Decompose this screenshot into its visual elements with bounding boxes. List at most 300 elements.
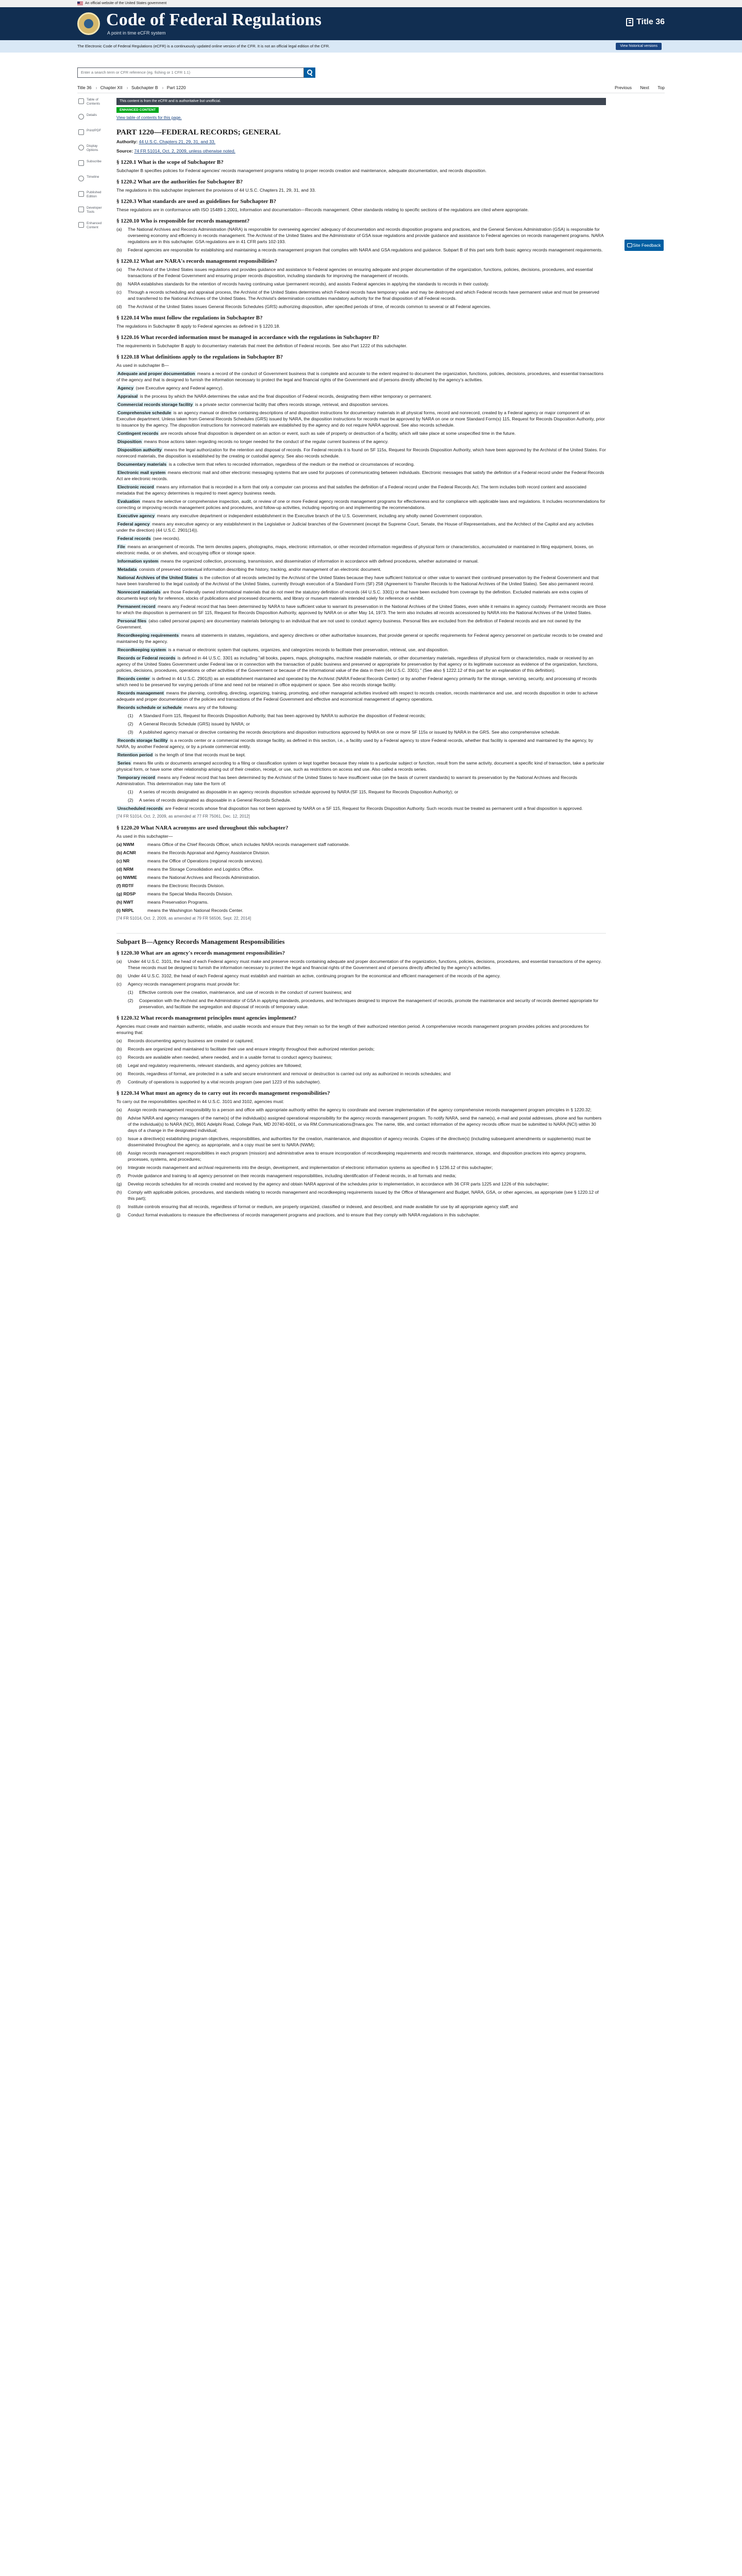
- paragraph-text: Records, regardless of format, are protected in a safe and secure environment and removal or destruction is carried out only as authorized in records schedules; and: [128, 1071, 451, 1076]
- definition-term: National Archives of the United States: [117, 575, 198, 580]
- acronym-text: means Office of the Chief Records Officer, which includes NARA records management staff nationwide.: [147, 842, 350, 847]
- paragraph-label: (2): [128, 721, 133, 726]
- acronym-text: means the Washington National Records Center.: [147, 908, 243, 913]
- sidebar-item-label: Display Options: [87, 144, 98, 152]
- sidebar-item-label: Developer Tools: [87, 206, 102, 214]
- definition-text: means file units or documents arranged according to a filing or classification system or kept together because they relate to a particular subject or function, result from the same activity, document a specific kind of transaction, take a particular physical form, or have some other relationship arising out of their creation, receipt, or use, such as restrictions on access and use. Also called a records series.: [116, 760, 604, 772]
- paragraph-text: Effective controls over the creation, maintenance, and use of records in the conduct of current business; and: [139, 990, 351, 995]
- definition-term: Records or Federal records: [117, 655, 176, 660]
- definition: [116, 498, 606, 511]
- section-heading[interactable]: § 1220.32 What records management principles must agencies implement?: [116, 1015, 297, 1021]
- breadcrumb-title[interactable]: Title 36: [77, 85, 92, 90]
- definition-text: means any Federal record that has been determined by NARA to have sufficient value to warrant its preservation in the National Archives of the United States, even while it remains in agency custody. Permanent records are those for which the disposition is permanent on SF 115, Request for Records Disposition Authority, approved by NARA on or after May 14, 1973. The term also includes all records accessioned by NARA into the National Archives of the United States.: [116, 604, 606, 615]
- paragraph-text: Federal agencies are responsible for establishing and maintaining a records management program that complies with NARA and GSA regulations and guidance. Subpart B of this part sets forth basic agency records management requirements.: [128, 247, 603, 252]
- paragraph-label: (a): [116, 959, 122, 964]
- definition-text: (also called personal papers) are documentary materials belonging to an individual that are not used to conduct agency business. Personal files are excluded from the definition of Federal records and are not owned by the Government.: [116, 618, 581, 630]
- section-heading[interactable]: § 1220.3 What standards are used as guidelines for Subchapter B?: [116, 198, 276, 205]
- paragraph-text: The Archivist of the United States issues regulations and provides guidance and assistance to Federal agencies on ensuring adequate and proper documentation of the organization, functions, policies, decisions, procedures, and essential transactions of the Federal Government and ensuring proper records disposition, including standards for improving the management of records.: [128, 267, 593, 278]
- definition-term: Information system: [117, 558, 159, 564]
- acronym-label: (a) NWM: [116, 842, 134, 847]
- chevron-right-icon: ›: [162, 85, 164, 90]
- definition-term: File: [117, 544, 125, 549]
- site-title[interactable]: Code of Federal Regulations: [106, 10, 322, 29]
- paragraph-text: Cooperation with the Archivist and the Administrator of GSA in applying standards, procedures, and techniques designed to improve the management of records, promote the maintenance and security of records deemed appropriate for preservation, and facilitate the segregation and disposal of records of temporary value.: [139, 998, 599, 1009]
- definition-term: Federal agency: [117, 521, 150, 527]
- section-text: The requirements in Subchapter B apply to documentary materials that meet the definition of Federal records. See also Part 1222 of this subchapter.: [116, 343, 408, 348]
- section-intro: As used in this subchapter—: [116, 834, 173, 839]
- definition-term: Nonrecord materials: [117, 589, 161, 595]
- paragraph-label: (b): [116, 973, 122, 978]
- sidebar-item-label: Enhanced Content: [87, 222, 102, 229]
- acronym-text: means the Records Appraisal and Agency Assistance Division.: [147, 850, 270, 855]
- acronym-row: [116, 874, 606, 880]
- breadcrumb: [77, 83, 665, 92]
- definition-text: consists of preserved contextual information describing the history, tracking, and/or management of an electronic document.: [139, 567, 381, 572]
- paragraph: [116, 1204, 606, 1210]
- acronym-label: (h) NWT: [116, 900, 133, 905]
- acronym-label: (c) NR: [116, 858, 130, 863]
- paragraph: [116, 281, 606, 287]
- paragraph: [116, 226, 606, 245]
- definition-term: Executive agency: [117, 513, 155, 518]
- sidebar-item-timeline[interactable]: [77, 175, 109, 191]
- subpart-heading[interactable]: Subpart B—Agency Records Management Responsibilities: [116, 933, 606, 945]
- paragraph-label: (1): [128, 713, 133, 718]
- paragraph-label: (d): [116, 1150, 122, 1156]
- definition-term: Electronic record: [117, 484, 154, 489]
- definition: [116, 484, 606, 496]
- definition-text: is defined in 44 U.S.C. 2901(6) as an establishment maintained and operated by the Archivist (NARA Federal Records Center) or by another Federal agency primarily for the storage, servicing, security, and processing of records which need to be preserved for varying periods of time and need not be retained in office equipment or space. See also records storage facility.: [116, 676, 597, 687]
- definition-text: means any of the following:: [184, 705, 238, 710]
- definition-text: are those Federally owned informational materials that do not meet the statutory definition of records (44 U.S.C. 3301) or that have been excluded from coverage by the definition. Excluded materials are extra copies of documents kept only for reference, stocks of publications and processed documents, and library or museum materials intended solely for reference or exhibit.: [116, 589, 588, 601]
- paragraph-label: (i): [116, 1204, 121, 1209]
- paragraph: [116, 1136, 606, 1148]
- definition: [116, 737, 606, 750]
- paragraph: [116, 1107, 606, 1113]
- section-heading[interactable]: § 1220.30 What are an agency's records management responsibilities?: [116, 950, 285, 956]
- authority-citation[interactable]: 44 U.S.C. Chapters 21, 29, 31, and 33.: [139, 139, 216, 144]
- search-icon[interactable]: [304, 67, 315, 78]
- definition-term: Comprehensive schedule: [117, 410, 172, 415]
- paragraph: [116, 247, 606, 253]
- paragraph: [116, 958, 606, 971]
- sidebar-item-label: Details: [87, 113, 97, 117]
- section-heading[interactable]: § 1220.2 What are the authorities for Subchapter B?: [116, 179, 243, 185]
- page-nav: [608, 83, 665, 92]
- section-intro: As used in subchapter B—: [116, 363, 169, 368]
- paragraph: [116, 1038, 606, 1044]
- acronym-text: means the Office of Operations (regional records services).: [147, 858, 263, 863]
- sidebar-item-label: Timeline: [87, 175, 99, 179]
- previous-link[interactable]: Previous: [614, 85, 632, 90]
- definition: [116, 690, 606, 702]
- sidebar-item-label: Print/PDF: [87, 129, 102, 132]
- definition-text: means any executive agency or any establishment in the Legislative or Judicial branches of the Government (except the Supreme Court, Senate, the House of Representatives, and the Architect of the Capitol and any activities under the direction) (44 U.S.C. 2901(14)).: [116, 521, 594, 533]
- paragraph-label: (c): [116, 1055, 122, 1060]
- acronym-label: (b) ACNR: [116, 850, 136, 855]
- definition-term: Temporary record: [117, 775, 155, 780]
- info-icon: [78, 114, 84, 120]
- paragraph-label: (d): [116, 304, 122, 309]
- definition-term: Unscheduled records: [117, 806, 163, 811]
- paragraph: [116, 1115, 606, 1133]
- sidebar-item-print[interactable]: [77, 129, 109, 144]
- definition-term: Series: [117, 760, 131, 766]
- section: [116, 950, 606, 1010]
- sidebar-item-display-options[interactable]: [77, 144, 109, 160]
- paragraph-text: Institute controls ensuring that all records, regardless of format or medium, are properly organized, classified or indexed, and described, and made available for use by all appropriate agency staff; and: [128, 1204, 518, 1209]
- definition-text: is a private sector commercial facility that offers records storage, retrieval, and disposition services.: [195, 402, 389, 407]
- top-link[interactable]: Top: [657, 85, 665, 90]
- definition-text: means the selective or comprehensive inspection, audit, or review of one or more Federal agency records management programs for effectiveness and for compliance with applicable laws and regulations. It includes recommendations for correcting or improving records management policies and procedures, and follow-up activities, including reporting on and implementing the recommendations.: [116, 499, 605, 510]
- paragraph: [116, 1181, 606, 1187]
- sidebar-item-label: Subscribe: [87, 160, 102, 163]
- paragraph-label: (g): [116, 1181, 122, 1187]
- definition-text: means a record of the conduct of Government business that is complete and accurate to the extent required to document the organization, functions, policies, decisions, procedures, and essential transactions of the agency and that is designed to furnish the information necessary to protect the legal and financial rights of the Government and of persons directly affected by the agency's activities.: [116, 371, 604, 382]
- paragraph: [128, 997, 606, 1010]
- paragraph-text: A General Records Schedule (GRS) issued by NARA; or: [139, 721, 250, 726]
- section-heading[interactable]: § 1220.12 What are NARA's records management responsibilities?: [116, 258, 278, 264]
- definition: [116, 461, 606, 467]
- definition-text: are Federal records whose final disposition has not been approved by NARA on a SF 115, Request for Records Disposition Authority. Such records must be treated as permanent until a final disposition is approved.: [165, 806, 583, 811]
- section-heading[interactable]: § 1220.16 What recorded information must be managed in accordance with the regulations in Subchapter B?: [116, 334, 380, 341]
- definition: [116, 574, 606, 587]
- definition-term: Personal files: [117, 618, 146, 623]
- definition: [116, 752, 606, 758]
- document-content: [116, 98, 606, 1220]
- paragraph-text: Comply with applicable policies, procedures, and standards relating to records management and recordkeeping requirements issued by the Office of Management and Budget, NARA, GSA, or other agencies, as appropriate (see § 1220.12 of this part);: [128, 1190, 599, 1201]
- chevron-right-icon: ›: [126, 85, 128, 90]
- definition-term: Contingent records: [117, 431, 159, 436]
- definition-term: Permanent record: [117, 604, 156, 609]
- definition: [116, 401, 606, 408]
- section: [116, 334, 606, 349]
- source-label: Source:: [116, 148, 133, 154]
- acronym-row: [116, 858, 606, 864]
- paragraph: [116, 1062, 606, 1069]
- paragraph-text: Records are organized and maintained to facilitate their use and ensure integrity throughout their authorized retention periods;: [128, 1046, 375, 1052]
- definition: [116, 760, 606, 772]
- chevron-right-icon: ›: [95, 85, 97, 90]
- gov-banner-text: An official website of the United States government: [85, 2, 167, 5]
- paragraph-text: Assign records management responsibilities in each program (mission) and administrative area to ensure incorporation of recordkeeping requirements and records maintenance, storage, and disposition practices into agency programs, processes, systems, and procedures;: [128, 1150, 586, 1162]
- paragraph-label: (b): [116, 1046, 122, 1052]
- definition-term: Federal records: [117, 536, 151, 541]
- section-definitions: [116, 354, 606, 820]
- paragraph-text: Provide guidance and training to all agency personnel on their records management responsibilities, including identification of Federal records, in all formats and media;: [128, 1173, 457, 1178]
- paragraph-text: Advise NARA and agency managers of the name(s) of the individual(s) assigned operational responsibility for the agency records management program. To notify NARA, send the name(s), e-mail and postal addresses, phone and fax numbers of the individual(s) to NARA (NCI), 8601 Adelphi Road, College Park, MD 20740-6001, or via RM.Communications@nara.gov. The name, title, and contact information of the agency records officer must be submitted to NARA (NCI) within 30 days of a change in the designated individual;: [128, 1115, 602, 1133]
- definition-term: Retention period: [117, 752, 153, 757]
- definition: [116, 603, 606, 616]
- definition-term: Disposition: [117, 439, 142, 444]
- definition: [116, 535, 606, 541]
- acronym-label: (d) NRM: [116, 867, 133, 872]
- definition: [116, 655, 606, 673]
- paragraph-text: Conduct formal evaluations to measure the effectiveness of records management programs and practices, and to ensure that they comply with NARA regulations in this subchapter.: [128, 1212, 480, 1217]
- definition-text: is defined in 44 U.S.C. 3301 as including "all books, papers, maps, photographs, machine readable materials, or other documentary materials, regardless of physical form or characteristics, made or received by an agency of the United States Government under Federal law or in connection with the transaction of public business and preserved or appropriate for preservation by that agency or its legitimate successor as evidence of the organization, functions, policies, decisions, procedures, operations or other activities of the Government or because of the informational value of the data in them (44 U.S.C. 3301)." (See also § 1222.12 of this part for an explanation of this definition).: [116, 655, 598, 673]
- definition: [116, 385, 606, 391]
- sidebar: [77, 98, 109, 237]
- book-icon: [626, 18, 633, 26]
- paragraph-text: Assign records management responsibility to a person and office with appropriate authority within the agency to coordinate and oversee implementation of the agency comprehensive records management program principles in § 1220.32;: [128, 1107, 592, 1112]
- definition-term: Records storage facility: [117, 738, 168, 743]
- paragraph: [116, 1189, 606, 1201]
- notice-bar: [0, 40, 742, 53]
- section-heading[interactable]: § 1220.14 Who must follow the regulations in Subchapter B?: [116, 315, 263, 321]
- definition: [116, 513, 606, 519]
- definition-text: is a collective term that refers to recorded information, regardless of the medium or the method or circumstances of recording.: [168, 462, 415, 467]
- paragraph-label: (3): [128, 730, 133, 735]
- paragraph-text: Through a records scheduling and appraisal process, the Archivist of the United States determines which Federal records have temporary value and may be destroyed and which Federal records have permanent value and must be preserved and transferred to the National Archives of the United States. The Archivist's determination constitutes mandatory authority for the final disposition of all Federal records.: [128, 290, 599, 301]
- paragraph-text: Records documenting agency business are created or captured;: [128, 1038, 254, 1043]
- definition-text: is the process by which the NARA determines the value and the final disposition of Federal records, designating them either temporary or permanent.: [140, 394, 432, 399]
- definition-text: are records whose final disposition is dependent on an action or event, such as sale of property or destruction of a facility, which will take place at some unspecified time in the future.: [160, 431, 516, 436]
- sidebar-item-table-of-contents[interactable]: [77, 98, 109, 113]
- definition-term: Records center: [117, 676, 150, 681]
- acronym-row: [116, 907, 606, 913]
- bell-icon: [78, 160, 84, 166]
- paragraph-text: Under 44 U.S.C. 3102, the head of each Federal agency must establish and maintain an active, continuing program for the economical and efficient management of the records of the agency.: [128, 973, 501, 978]
- paragraph: [128, 797, 606, 803]
- print-icon: [78, 129, 84, 135]
- acronym-row: [116, 866, 606, 872]
- definition-text: is a manual or electronic system that captures, organizes, and categorizes records to facilitate their preservation, retrieval, use, and disposition.: [168, 647, 449, 652]
- book-icon: [78, 191, 84, 197]
- paragraph: [116, 1054, 606, 1060]
- sidebar-item-details[interactable]: [77, 113, 109, 129]
- section-citation: [74 FR 51014, Oct. 2, 2009, as amended at 77 FR 75061, Dec. 12, 2012]: [116, 814, 250, 819]
- definition: [116, 447, 606, 459]
- definition: [116, 589, 606, 601]
- site-feedback-button[interactable]: Site Feedback: [625, 240, 664, 251]
- paragraph-label: (a): [116, 1038, 122, 1043]
- paragraph-label: (j): [116, 1212, 121, 1217]
- definition: [116, 704, 606, 710]
- paragraph-label: (c): [116, 1136, 122, 1141]
- definition: [116, 566, 606, 572]
- paragraph-text: Records are available when needed, where needed, and in a usable format to conduct agency business;: [128, 1055, 333, 1060]
- definition-text: means the legal authorization for the retention and disposal of records. For Federal records it is found on SF 115s, Request for Records Disposition Authority, which have been approved by the Archivist of the United States. For nonrecord materials, the disposition is established by the creating or custodial agency. See also records schedule.: [116, 447, 606, 459]
- paragraph-label: (f): [116, 1079, 121, 1084]
- acronym-row: [116, 883, 606, 889]
- paragraph-text: A series of records designated as disposable in a General Records Schedule.: [139, 798, 291, 803]
- definition-term: Electronic mail system: [117, 470, 166, 475]
- section: [116, 1090, 606, 1218]
- us-flag-icon: [77, 2, 83, 5]
- part-title: PART 1220—FEDERAL RECORDS; GENERAL: [116, 128, 281, 137]
- enhanced-content-badge: ENHANCED CONTENT: [116, 107, 159, 113]
- section-heading[interactable]: § 1220.20 What NARA acronyms are used throughout this subchapter?: [116, 825, 289, 831]
- view-historical-button[interactable]: View historical versions: [616, 43, 662, 50]
- paragraph-text: Integrate records management and archival requirements into the design, development, and implementation of electronic information systems as specified in § 1236.12 of this subchapter;: [128, 1165, 493, 1170]
- paragraph-label: (c): [116, 290, 122, 295]
- definition-term: Commercial records storage facility: [117, 402, 193, 407]
- next-link[interactable]: Next: [640, 85, 649, 90]
- definition-text: means the planning, controlling, directing, organizing, training, promoting, and other managerial activities involved with respect to records creation, records maintenance and use, and records disposition in order to achieve adequate and proper documentation of the policies and transactions of the Federal Government and effective and economical management of agency operations.: [116, 690, 598, 702]
- ofr-seal-icon[interactable]: [77, 12, 100, 35]
- gov-banner: [0, 0, 742, 7]
- acronym-row: [116, 899, 606, 905]
- acronym-text: means Preservation Programs.: [147, 900, 209, 905]
- paragraph: [128, 721, 606, 727]
- sidebar-item-enhanced-content[interactable]: [77, 222, 109, 237]
- definition-term: Records management: [117, 690, 164, 696]
- sidebar-item-subscribe[interactable]: [77, 160, 109, 175]
- breadcrumb-part[interactable]: Part 1220: [166, 85, 186, 90]
- definition: [116, 393, 606, 399]
- definition: [116, 558, 606, 564]
- paragraph-label: (h): [116, 1190, 122, 1195]
- paragraph: [116, 1071, 606, 1077]
- acronym-row: [116, 841, 606, 848]
- acronym-label: (g) RDSP: [116, 891, 136, 896]
- site-subtitle: A point in time eCFR system: [107, 30, 166, 36]
- paragraph-text: Legal and regulatory requirements, relevant standards, and agency policies are followed;: [128, 1063, 302, 1068]
- gear-icon: [78, 145, 84, 150]
- definition: [116, 410, 606, 428]
- paragraph: [116, 973, 606, 979]
- acronym-text: means the Storage Consolidation and Logistics Office.: [147, 867, 254, 872]
- section-heading[interactable]: § 1220.1 What is the scope of Subchapter B?: [116, 159, 224, 165]
- authority-label: Authority:: [116, 139, 138, 144]
- source-citation[interactable]: 74 FR 51014, Oct. 2, 2009, unless otherwise noted.: [134, 148, 235, 154]
- site-header: [0, 7, 742, 40]
- paragraph-label: (2): [128, 798, 133, 803]
- layers-icon: [78, 222, 84, 228]
- acronym-row: [116, 891, 606, 897]
- paragraph: [128, 729, 606, 735]
- definition-term: Appraisal: [117, 394, 138, 399]
- paragraph: [128, 713, 606, 719]
- paragraph-label: (b): [116, 247, 122, 252]
- acronym-label: (i) NRPL: [116, 908, 134, 913]
- paragraph: [128, 989, 606, 995]
- paragraph: [116, 1212, 606, 1218]
- search-input[interactable]: Enter a search term or CFR reference (eg. fishing or 1 CFR 1.1): [77, 67, 304, 78]
- paragraph-label: (2): [128, 998, 133, 1003]
- definition: [116, 805, 606, 811]
- section: [116, 315, 606, 329]
- definition-term: Records schedule or schedule: [117, 705, 182, 710]
- paragraph-label: (c): [116, 981, 122, 987]
- paragraph: [116, 1150, 606, 1162]
- definition-text: means any information that is recorded in a form that only a computer can process and that satisfies the definition of a Federal record under the Federal Records Act. The term includes both record content and associated metadata that the agency determines is required to meet agency business needs.: [116, 484, 586, 496]
- section-heading[interactable]: § 1220.10 Who is responsible for records management?: [116, 218, 250, 224]
- paragraph-text: NARA establishes standards for the retention of records having continuing value (permanent records), and assists Federal agencies in applying the standards to records in their custody.: [128, 281, 490, 286]
- definition-text: is an agency manual or directive containing descriptions of and disposition instructions for documentary materials in all physical forms, record and nonrecord, created by a Federal agency or major component of an Executive department. Unless taken from General Records Schedules (GRS) issued by NARA, the disposition instructions for records must be approved by NARA on one or more Standard Form(s) 115, Request for Records Disposition Authority, prior to issuance by the agency. The disposition instructions for nonrecord materials are established by the agency and do not require NARA approval. See also records schedule.: [116, 410, 605, 428]
- breadcrumb-chapter[interactable]: Chapter XII: [100, 85, 123, 90]
- sidebar-item-label: Table of Contents: [87, 98, 100, 106]
- definition: [116, 774, 606, 787]
- section-heading[interactable]: § 1220.18 What definitions apply to the regulations in Subchapter B?: [116, 354, 283, 360]
- definition-term: Documentary materials: [117, 462, 167, 467]
- breadcrumb-subchapter[interactable]: Subchapter B: [131, 85, 158, 90]
- paragraph-text: The Archivist of the United States issues General Records Schedules (GRS) authorizing disposition, after specified periods of time, of records common to several or all Federal agencies.: [128, 304, 491, 309]
- search-bar: [77, 67, 662, 78]
- code-icon: [78, 207, 84, 212]
- paragraph-label: (e): [116, 1165, 122, 1170]
- sidebar-item-developer-tools[interactable]: [77, 206, 109, 222]
- paragraph-label: (a): [116, 1107, 122, 1112]
- definition-text: means an arrangement of records. The term denotes papers, photographs, maps, electronic information, or other recorded information regardless of physical form or characteristics, accumulated or maintained in filing equipment, boxes, on electronic media, or on shelves, and occupying office or storage space.: [116, 544, 594, 555]
- section: [116, 1015, 606, 1085]
- section: [116, 179, 606, 193]
- part-metadata: [116, 139, 606, 154]
- section-text: The regulations in this subchapter implement the provisions of 44 U.S.C. Chapters 21, 29, 31, and 33.: [116, 188, 316, 193]
- paragraph: [116, 1079, 606, 1085]
- definition: [116, 544, 606, 556]
- paragraph: [116, 1046, 606, 1052]
- paragraph-label: (a): [116, 267, 122, 272]
- section-text: Subchapter B specifies policies for Federal agencies' records management programs relating to proper records creation and maintenance, adequate documentation, and records disposition.: [116, 168, 487, 173]
- section: [116, 198, 606, 213]
- section-text: The regulations in Subchapter B apply to Federal agencies as defined in § 1220.18.: [116, 324, 280, 329]
- definition-text: means those actions taken regarding records no longer needed for the conduct of the regular current business of the agency.: [144, 439, 389, 444]
- section-text: These regulations are in conformance with ISO 15489-1:2001, Information and documentation—Records management. Other standards relating to specific sections of the regulations are cited where appropriate.: [116, 207, 529, 212]
- paragraph-text: A published agency manual or directive containing the records descriptions and disposition instructions approved by NARA on one or more SF 115s or issued by NARA in the GRS. See also comprehensive schedule.: [139, 730, 561, 735]
- paragraph-label: (d): [116, 1063, 122, 1068]
- acronym-text: means the Special Media Records Division.: [147, 891, 233, 896]
- sidebar-item-label: Published Edition: [87, 191, 102, 198]
- definition-term: Evaluation: [117, 499, 140, 504]
- acronym-label: (e) NWME: [116, 875, 138, 880]
- acronym-label: (f) RDTF: [116, 883, 134, 888]
- definition: [116, 618, 606, 630]
- section-acronyms: [116, 825, 606, 922]
- definition: [116, 632, 606, 645]
- section: [116, 258, 606, 310]
- paragraph-label: (1): [128, 990, 133, 995]
- sidebar-item-published-edition[interactable]: [77, 191, 109, 206]
- paragraph-label: (b): [116, 281, 122, 286]
- definition-text: means any executive department or independent establishment in the Executive branch of the U.S. Government, including any wholly owned Government corporation.: [157, 513, 483, 518]
- paragraph: [116, 981, 606, 987]
- definition-text: (see Executive agency and Federal agency).: [136, 385, 224, 391]
- paragraph-label: (e): [116, 1071, 122, 1076]
- definition-text: means electronic mail and other electronic messaging systems that are used for purposes of communicating between individuals. Electronic messages that satisfy the definition of a Federal record under the Federal Records Act are electronic records.: [116, 470, 604, 481]
- definition-text: means all statements in statutes, regulations, and agency directives or other authoritative issuances, that provide general or specific requirements for Federal agency personnel on particular records to be created and maintained by the agency.: [116, 633, 603, 644]
- definition: [116, 647, 606, 653]
- paragraph: [128, 789, 606, 795]
- definition-term: Agency: [117, 385, 134, 391]
- paragraph: [116, 1164, 606, 1171]
- definition-term: Recordkeeping requirements: [117, 633, 179, 638]
- toc-link[interactable]: View table of contents for this page.: [116, 115, 182, 120]
- section-heading[interactable]: § 1220.34 What must an agency do to carry out its records management responsibilities?: [116, 1090, 330, 1096]
- definition: [116, 438, 606, 445]
- paragraph-label: (f): [116, 1173, 121, 1178]
- title-number: Title 36: [636, 18, 665, 26]
- section: [116, 218, 606, 253]
- section: [116, 159, 606, 174]
- paragraph-text: The National Archives and Records Administration (NARA) is responsible for overseeing agencies' adequacy of documentation and records disposition programs and practices, and the General Services Administration (GSA) is responsible for overseeing economy and efficiency in records management. The Archivist of the United States and the Administrator of GSA issue regulations and provide guidance and assistance to Federal agencies on records management programs. NARA regulations are in this subchapter. GSA regulations are in 41 CFR parts 102-193.: [128, 227, 604, 244]
- definition-term: Disposition authority: [117, 447, 162, 452]
- title-indicator: [626, 18, 665, 27]
- paragraph: [116, 303, 606, 310]
- definition-text: is the collection of all records selected by the Archivist of the United States because they have sufficient historical or other value to warrant their continued preservation by the Federal Government and that have been transferred to the legal custody of the Archivist of the United States, currently through execution of a Standard Form (SF) 258 (Agreement to Transfer Records to the National Archives of the United States). See also permanent record.: [116, 575, 599, 586]
- ecfr-content-banner: This content is from the eCFR and is authoritative but unofficial.: [116, 98, 606, 105]
- section-citation: [74 FR 51014, Oct. 2, 2009, as amended at 79 FR 56506, Sept. 22, 2014]: [116, 916, 251, 921]
- definition-term: Metadata: [117, 567, 137, 572]
- paragraph: [116, 266, 606, 279]
- acronym-row: [116, 850, 606, 856]
- definition-term: Recordkeeping system: [117, 647, 166, 652]
- acronym-text: means the National Archives and Records Administration.: [147, 875, 260, 880]
- acronym-text: means the Electronic Records Division.: [147, 883, 225, 888]
- paragraph-text: Continuity of operations is supported by a vital records program (see part 1223 of this subchapter).: [128, 1079, 321, 1084]
- list-icon: [78, 98, 84, 104]
- paragraph-label: (1): [128, 789, 133, 794]
